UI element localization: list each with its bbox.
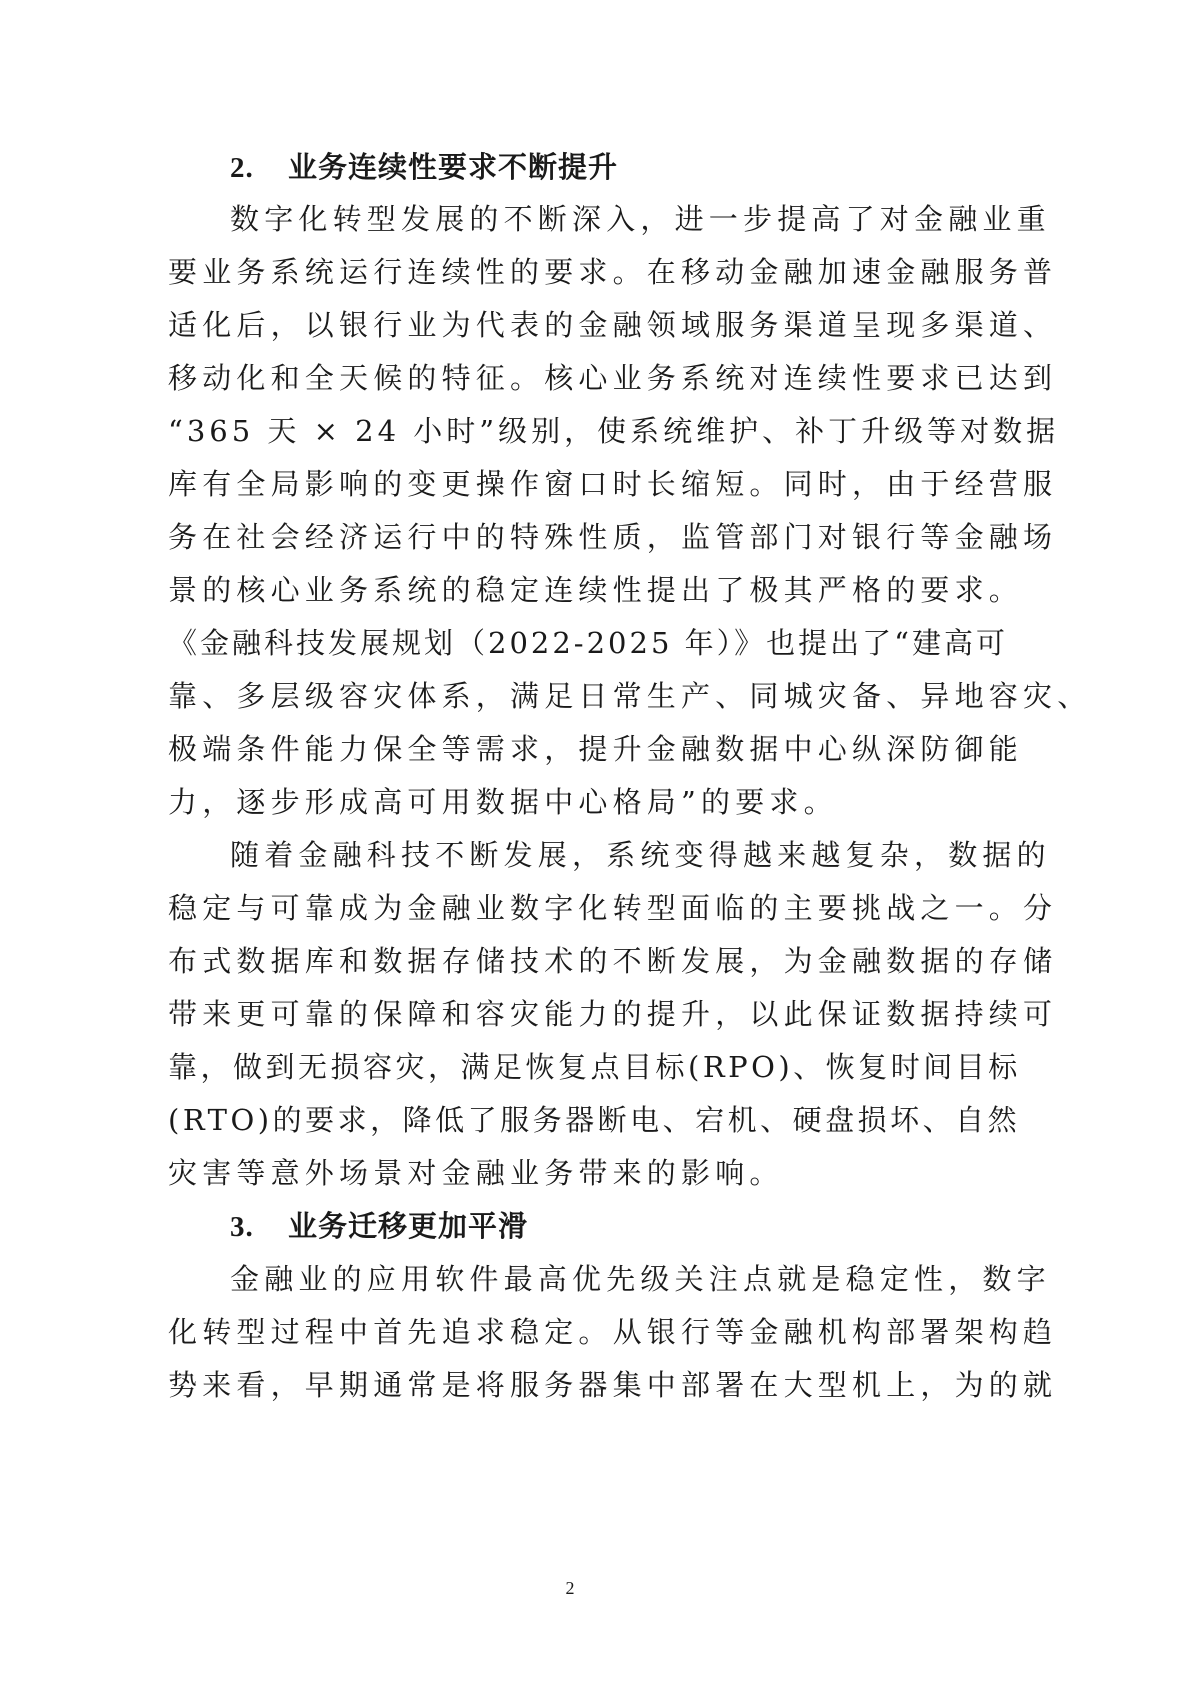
section-heading-3 xyxy=(230,1206,528,1247)
paragraph-line: 数字化转型发展的不断深入，进一步提高了对金融业重 xyxy=(230,202,1051,236)
section-heading-2 xyxy=(230,147,618,188)
paragraph-line: 金融业的应用软件最高优先级关注点就是稳定性，数字 xyxy=(230,1262,1051,1296)
paragraph-line: 要业务系统运行连续性的要求。在移动金融加速金融服务普 xyxy=(168,255,1058,289)
paragraph-line: 移动化和全天候的特征。核心业务系统对连续性要求已达到 xyxy=(168,361,1058,395)
paragraph-line: 务在社会经济运行中的特殊性质，监管部门对银行等金融场 xyxy=(168,520,1058,554)
section-title: 业务连续性要求不断提升 xyxy=(288,150,619,184)
paragraph-line: 势来看，早期通常是将服务器集中部署在大型机上，为的就 xyxy=(168,1368,1058,1402)
page-number: 2 xyxy=(565,1578,575,1598)
paragraph-line: 极端条件能力保全等需求，提升金融数据中心纵深防御能 xyxy=(168,732,1024,766)
paragraph-line: 库有全局影响的变更操作窗口时长缩短。同时，由于经营服 xyxy=(168,467,1058,501)
paragraph-line: 力，逐步形成高可用数据中心格局”的要求。 xyxy=(168,785,838,819)
paragraph-line: “365 天 × 24 小时”级别，使系统维护、补丁升级等对数据 xyxy=(168,414,1060,448)
paragraph-line: 《金融科技发展规划（2022-2025 年）》也提出了“建高可 xyxy=(168,626,1008,660)
paragraph-line: 稳定与可靠成为金融业数字化转型面临的主要挑战之一。分 xyxy=(168,891,1058,925)
paragraph-line: 化转型过程中首先追求稳定。从银行等金融机构部署架构趋 xyxy=(168,1315,1058,1349)
paragraph-line: 靠、多层级容灾体系，满足日常生产、同城灾备、异地容灾、 xyxy=(168,679,1092,713)
paragraph-line: 景的核心业务系统的稳定连续性提出了极其严格的要求。 xyxy=(168,573,1024,607)
section-number: 2. xyxy=(230,152,254,184)
paragraph-line: 随着金融科技不断发展，系统变得越来越复杂，数据的 xyxy=(230,838,1051,872)
paragraph-line: 适化后，以银行业为代表的金融领域服务渠道呈现多渠道、 xyxy=(168,308,1058,342)
section-number: 3. xyxy=(230,1211,254,1243)
section-title: 业务迁移更加平滑 xyxy=(288,1209,529,1243)
paragraph-line: (RTO)的要求，降低了服务器断电、宕机、硬盘损坏、自然 xyxy=(168,1103,1021,1137)
paragraph-line: 灾害等意外场景对金融业务带来的影响。 xyxy=(168,1156,784,1190)
paragraph-line: 带来更可靠的保障和容灾能力的提升，以此保证数据持续可 xyxy=(168,997,1058,1031)
paragraph-line: 靠，做到无损容灾，满足恢复点目标(RPO)、恢复时间目标 xyxy=(168,1050,1021,1084)
paragraph-line: 布式数据库和数据存储技术的不断发展，为金融数据的存储 xyxy=(168,944,1058,978)
